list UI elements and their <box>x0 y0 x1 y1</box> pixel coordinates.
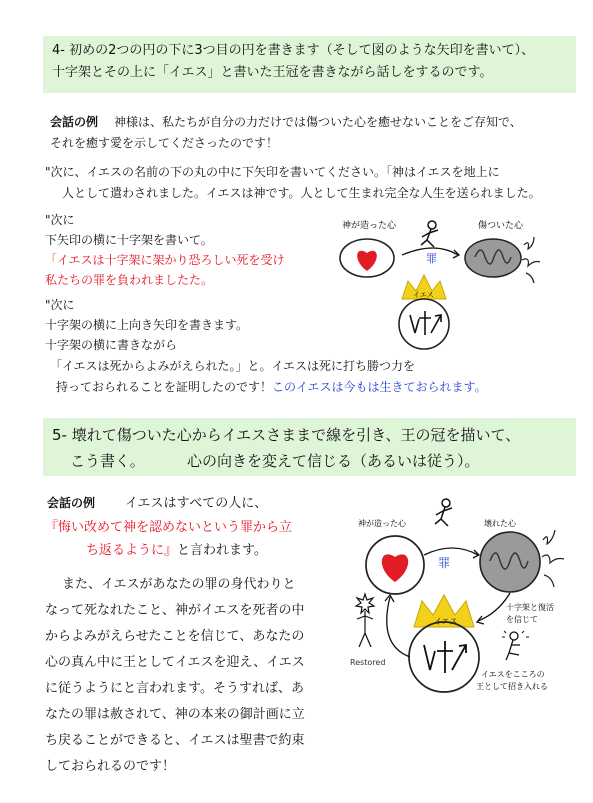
sin-label: 罪 <box>426 252 437 265</box>
section5-body-line: に従うようにと言われます。そうすれば、あ <box>45 681 304 696</box>
hurt-heart-label: 傷ついた心 <box>478 221 524 231</box>
cross-icon <box>437 641 453 673</box>
diagram-restored <box>338 495 583 715</box>
section5-intro: イエスはすべての人に、 <box>125 496 268 511</box>
section4-heading-line2: 十字架とその上に「イエス」と書いた王冠を書きながら話しをするのです。 <box>52 65 493 80</box>
section4-paragraph4-line3: 十字架の横に書きながら <box>45 338 178 352</box>
section4-paragraph3-line2: 下矢印の横に十字架を書いて。 <box>45 233 213 247</box>
section4-paragraph4-line5 <box>56 380 487 394</box>
sin-arrow <box>424 548 478 555</box>
section4-paragraph3-line3: 「イエスは十字架に架かり恐ろしい死を受け <box>45 253 285 267</box>
section5-body-line: 心の真ん中に王としてイエスを迎え、イエス <box>45 655 305 670</box>
cross-icon <box>419 311 431 335</box>
section5-body-line: ち戻ることができると、イエスは聖書で約束 <box>45 733 305 748</box>
runner-icon <box>435 499 452 526</box>
heart-icon <box>357 251 377 271</box>
cross-resurrection-label-2: を信じて <box>506 615 538 624</box>
down-arrow-icon <box>410 315 419 333</box>
resurrection-proof-text: 持っておられることを証明したのです！ <box>56 380 273 394</box>
repent-quote-end: ち返るように』 <box>86 543 178 558</box>
jesus-alive-text: このイエスは今もは生きておられます。 <box>272 380 487 394</box>
section5-heading-line2b: 心の向きを変えて信じる（あるいは従う）。 <box>187 452 480 470</box>
section5-body-line: なって死なれたこと、神がイエスを死者の中 <box>45 603 305 618</box>
runner-icon <box>421 221 438 247</box>
section4-paragraph4-line4: 「イエスは死からよみがえられた。」と。イエスは死に打ち勝つ力を <box>50 359 416 373</box>
section4-heading-line1: 4- 初めの2つの円の下に3つ目の円を書きます（そして図のような矢印を書いて）、 <box>52 43 535 58</box>
jesus-circle <box>399 299 449 349</box>
wavy-lines-icon <box>522 237 540 283</box>
section4-example-label: 会話の例 <box>50 115 99 129</box>
restored-label: Restored <box>350 658 386 667</box>
section5-heading-line2a: こう書く。 <box>70 452 145 470</box>
jesus-circle <box>409 622 479 692</box>
god-made-heart-label: 神が造った心 <box>358 519 406 528</box>
cross-resurrection-label-1: 十字架と復活 <box>506 603 554 612</box>
section5-body-line: また、イエスがあなたの罪の身代わりと <box>62 577 296 592</box>
jesus-crown-label: イエス <box>434 617 458 626</box>
section5-example-label: 会話の例 <box>47 496 96 510</box>
section5-body-line: なたの罪は赦されて、神の本来の御計画に立 <box>45 707 305 722</box>
diagram-god-to-jesus <box>330 215 580 355</box>
section4-paragraph4-line1: "次に <box>45 298 75 312</box>
kneeling-person-icon <box>506 632 520 660</box>
section4-paragraph3-line1: "次に <box>45 213 75 227</box>
receive-king-label-1: イエスをこころの <box>481 670 545 679</box>
section5-red-line2 <box>86 543 267 558</box>
up-arrow-icon <box>452 645 466 670</box>
sin-label: 罪 <box>438 556 451 570</box>
jesus-crown-label: イエス <box>413 291 434 299</box>
restore-arrow <box>387 597 410 657</box>
section4-paragraph2-line2: 人として遣わされました。イエスは神です。人として生まれ完全な人生を送られました。 <box>62 186 541 200</box>
section4-paragraph1-line2: それを癒す愛を示してくださったのです！ <box>50 136 279 150</box>
god-made-heart-label: 神が造った心 <box>342 221 397 231</box>
section5-body-line: しておられるのです！ <box>45 759 176 774</box>
section4-paragraph2-line1: "次に、イエスの名前の下の丸の中に下矢印を書いてください。「神はイエスを地上に <box>45 165 500 179</box>
receive-king-label-2: 王として招き入れる <box>476 682 548 691</box>
section5-body-line: からよみがえらせたことを信じて、あなたの <box>45 629 305 644</box>
section5-heading-line1: 5- 壊れて傷ついた心からイエスさままで線を引き、王の冠を描いて、 <box>52 426 521 444</box>
said-text: と言われます。 <box>177 543 267 558</box>
broken-heart-label: 壊れた心 <box>484 519 516 528</box>
section4-paragraph1-line1: 神様は、私たちが自分の力だけでは傷ついた心を癒せないことをご存知で、 <box>114 115 522 129</box>
restored-person-icon <box>356 594 374 647</box>
heart-icon <box>382 554 408 582</box>
down-arrow-icon <box>424 645 435 670</box>
section4-paragraph4-line2: 十字架の横に上向き矢印を書きます。 <box>45 318 249 332</box>
up-arrow-icon <box>431 315 441 333</box>
section5-red-line1: 『悔い改めて神を認めないという罪から立 <box>45 520 293 535</box>
section4-paragraph3-line4: 私たちの罪を負われましたた。 <box>45 273 214 287</box>
wavy-lines-icon <box>542 530 564 587</box>
